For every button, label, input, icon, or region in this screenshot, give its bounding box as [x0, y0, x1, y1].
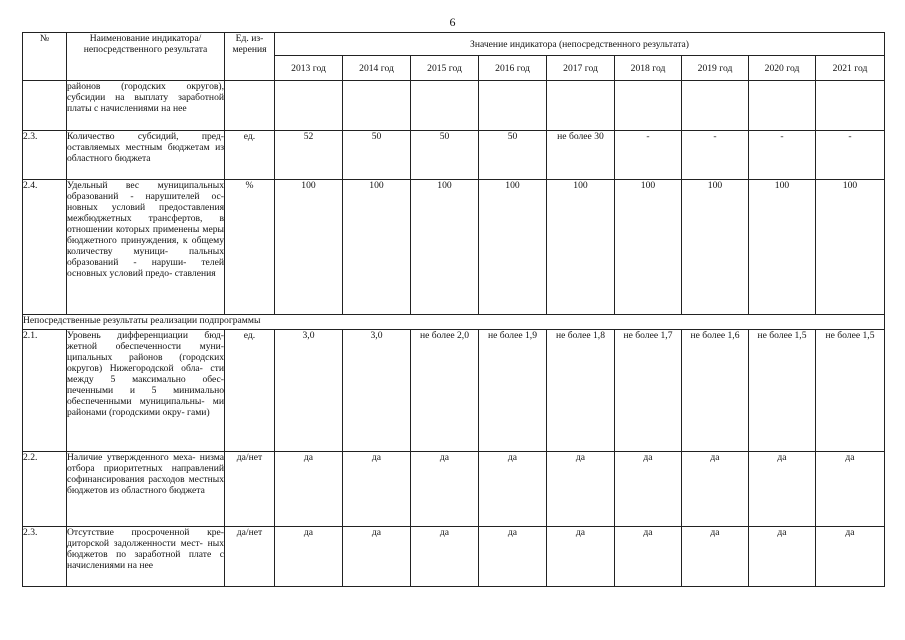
indicator-name: районов (городских округов), субсидии на выплату заработной платы с начислениями на нее [67, 81, 225, 131]
value-cell: да [816, 527, 885, 587]
unit-cell: ед. [225, 330, 275, 452]
value-cell: 100 [479, 180, 547, 315]
indicator-name: Уровень дифференциации бюд- жетной обеспеченности муни- ципальных районов (городских округов) Нижегородской обла- сти между 5 максимально обес- печенными и 5 минимально обеспеченными муниципальны- ми районами (городскими окру- гами) [67, 330, 225, 452]
value-cell: - [615, 131, 682, 180]
value-cell: да [615, 527, 682, 587]
value-cell: не более 1,6 [682, 330, 749, 452]
value-cell: - [749, 131, 816, 180]
value-cell: да [343, 452, 411, 527]
value-cell [682, 81, 749, 131]
value-cell: не более 1,7 [615, 330, 682, 452]
value-cell: да [479, 527, 547, 587]
value-cell: да [682, 452, 749, 527]
value-cell: 50 [411, 131, 479, 180]
indicator-name: Количество субсидий, пред- оставляемых местным бюджетам из областного бюджета [67, 131, 225, 180]
header-year: 2019 год [682, 56, 749, 81]
value-cell: 100 [749, 180, 816, 315]
header-value-group: Значение индикатора (непосредственного результата) [275, 33, 885, 56]
value-cell [275, 81, 343, 131]
header-year: 2017 год [547, 56, 615, 81]
indicator-name: Наличие утвержденного меха- низма отбора приоритетных направлений софинансирования расходов местных бюджетов из областного бюджета [67, 452, 225, 527]
header-year: 2015 год [411, 56, 479, 81]
value-cell: 3,0 [275, 330, 343, 452]
unit-cell: да/нет [225, 527, 275, 587]
value-cell: не более 1,5 [749, 330, 816, 452]
value-cell: 100 [275, 180, 343, 315]
header-indicator-name: Наименование индикатора/ непосредственного результата [67, 33, 225, 81]
value-cell: 100 [343, 180, 411, 315]
header-year: 2014 год [343, 56, 411, 81]
table-row [23, 330, 885, 452]
value-cell: не более 30 [547, 131, 615, 180]
value-cell: да [343, 527, 411, 587]
value-cell: 50 [343, 131, 411, 180]
value-cell [343, 81, 411, 131]
value-cell [411, 81, 479, 131]
header-year: 2016 год [479, 56, 547, 81]
header-row-1 [23, 33, 885, 56]
value-cell: да [816, 452, 885, 527]
header-number: № [23, 33, 67, 81]
value-cell: да [749, 527, 816, 587]
table-row [23, 527, 885, 587]
value-cell: да [275, 527, 343, 587]
indicator-name: Отсутствие просроченной кре- диторской задолженности мест- ных бюджетов по заработной плате с начислениями на нее [67, 527, 225, 587]
value-cell: да [479, 452, 547, 527]
value-cell: да [682, 527, 749, 587]
page-number: 6 [449, 15, 456, 29]
value-cell: 100 [682, 180, 749, 315]
table-row [23, 452, 885, 527]
value-cell: 52 [275, 131, 343, 180]
value-cell: не более 1,5 [816, 330, 885, 452]
value-cell: 100 [816, 180, 885, 315]
value-cell: 50 [479, 131, 547, 180]
value-cell: да [547, 527, 615, 587]
value-cell: да [547, 452, 615, 527]
header-year: 2021 год [816, 56, 885, 81]
section-row [23, 315, 885, 330]
value-cell [816, 81, 885, 131]
value-cell: да [411, 452, 479, 527]
value-cell [749, 81, 816, 131]
value-cell [615, 81, 682, 131]
value-cell: да [411, 527, 479, 587]
value-cell: 100 [547, 180, 615, 315]
unit-cell: % [225, 180, 275, 315]
row-number: 2.1. [23, 330, 67, 452]
value-cell: да [275, 452, 343, 527]
unit-cell: ед. [225, 131, 275, 180]
value-cell: - [682, 131, 749, 180]
row-number: 2.3. [23, 131, 67, 180]
value-cell [479, 81, 547, 131]
value-cell: 3,0 [343, 330, 411, 452]
value-cell: да [749, 452, 816, 527]
section-title: Непосредственные результаты реализации подпрограммы [23, 315, 885, 330]
unit-cell: да/нет [225, 452, 275, 527]
table-row [23, 180, 885, 315]
indicator-table [22, 32, 885, 587]
value-cell: не более 2,0 [411, 330, 479, 452]
value-cell [547, 81, 615, 131]
row-number: 2.4. [23, 180, 67, 315]
header-year: 2018 год [615, 56, 682, 81]
value-cell: - [816, 131, 885, 180]
header-year: 2013 год [275, 56, 343, 81]
indicator-name: Удельный вес муниципальных образований - нарушителей ос- новных условий предоставления межбюджетных трансфертов, в отношении которых применены меры бюджетного принуждения, к общему количеству муници- пальных образований - наруши- телей основных условий предо- ставления [67, 180, 225, 315]
value-cell: не более 1,9 [479, 330, 547, 452]
row-number: 2.3. [23, 527, 67, 587]
value-cell: 100 [411, 180, 479, 315]
table-row [23, 81, 885, 131]
row-number [23, 81, 67, 131]
row-number: 2.2. [23, 452, 67, 527]
header-year: 2020 год [749, 56, 816, 81]
value-cell: 100 [615, 180, 682, 315]
table-row [23, 131, 885, 180]
unit-cell [225, 81, 275, 131]
value-cell: не более 1,8 [547, 330, 615, 452]
value-cell: да [615, 452, 682, 527]
header-unit: Ед. из- мерения [225, 33, 275, 81]
